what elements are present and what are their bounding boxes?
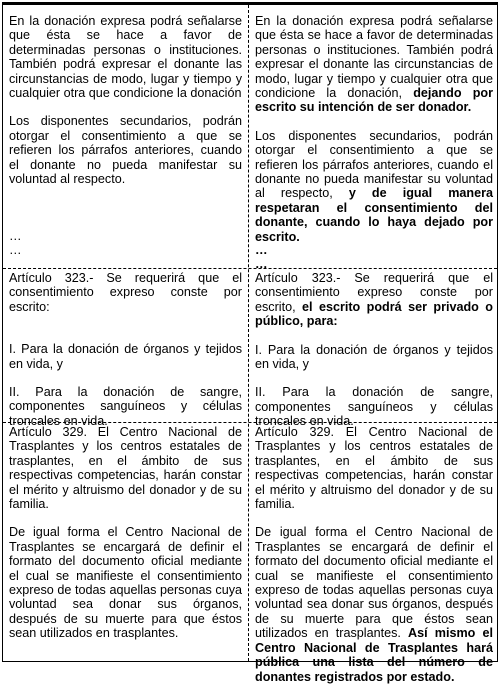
- ellipsis: …: [9, 243, 22, 258]
- row1-left-ellipsis: [9, 229, 242, 258]
- row2-left-cell: [9, 271, 242, 428]
- row3-right-cell: [255, 425, 493, 684]
- added-text: el escrito podrá ser privado o público, para:: [255, 299, 493, 329]
- row3-left-cell: [9, 425, 242, 641]
- paragraph: Artículo 329. El Centro Nacional de Trasplantes y los centros estatales de trasplantes, en el ámbito de sus respectivas competencias, harán constar el mérito y altruismo del donador y de su familia.: [255, 425, 493, 512]
- column-divider: [248, 5, 249, 661]
- paragraph: [255, 525, 493, 683]
- paragraph: En la donación expresa podrá señalarse que ésta se hace a favor de determinadas personas o instituciones. También podrá expresar el donante las circunstancias de modo, lugar y tiempo y cualquier otra que condicione la donación: [9, 14, 242, 101]
- added-text: y de igual manera respetaran el consentimiento del donante, cuando lo haya dejado por escrito.: [255, 186, 494, 244]
- paragraph: II. Para la donación de sangre, componentes sanguíneos y células troncales en vida.: [9, 385, 242, 428]
- paragraph: De igual forma el Centro Nacional de Trasplantes se encargará de definir el formato del documento oficial mediante el cual se manifieste el consentimiento expreso de todas aquellas personas cuya voluntad sea donar sus órganos, después de su muerte para que éstos sean utilizados en trasplantes.: [9, 525, 242, 641]
- ellipsis: …: [255, 257, 268, 272]
- paragraph: Artículo 329. El Centro Nacional de Trasplantes y los centros estatales de trasplantes, en el ámbito de sus respectivas competencias, harán constar el mérito y altruismo del donador y de su familia.: [9, 425, 242, 512]
- paragraph: I. Para la donación de órganos y tejidos en vida, y: [9, 342, 242, 371]
- paragraph: [255, 271, 493, 329]
- added-text: Así mismo el Centro Nacional de Trasplantes hará pública una lista del número de donantes registrados por estado.: [255, 626, 493, 684]
- ellipsis: …: [9, 229, 22, 243]
- ellipsis: …: [255, 243, 268, 257]
- paragraph: I. Para la donación de órganos y tejidos en vida, y: [255, 342, 493, 372]
- plain-text: En la donación expresa podrá señalarse que ésta se hace a favor de determinadas personas o instituciones. También podrá expresar el donante las circunstancias de modo, lugar y tiempo y cualquier otra que condicione la donación,: [255, 14, 493, 101]
- row2-right-cell: [255, 271, 493, 429]
- paragraph: Los disponentes secundarios, podrán otorgar el consentimiento a que se refieren los párrafos anteriores, cuando el donante no pueda manifestar su voluntad al respecto.: [9, 114, 242, 187]
- row1-left-cell: [9, 14, 242, 186]
- plain-text: Artículo 323.- Se requerirá que el consentimiento expreso conste por escrito,: [255, 271, 493, 314]
- plain-text: De igual forma el Centro Nacional de Trasplantes se encargará de definir el formato del documento oficial mediante el cual se manifieste el consentimiento expreso de todas aquellas personas cuya voluntad sea donar sus órganos, después de su muerte para que éstos sean utilizados en trasplantes.: [255, 525, 493, 641]
- plain-text: Los disponentes secundarios, podrán otorgar el consentimiento a que se refieren los párrafos anteriores, cuando el donante no pueda manifestar su voluntad al respecto,: [255, 128, 493, 201]
- paragraph: [255, 129, 493, 244]
- paragraph: Artículo 323.- Se requerirá que el consentimiento expreso conste por escrito:: [9, 271, 242, 314]
- paragraph: II. Para la donación de sangre, componentes sanguíneos y células troncales en vida.: [255, 385, 493, 429]
- added-text: dejando por escrito su intención de ser donador.: [255, 86, 493, 115]
- row1-right-cell: [255, 14, 493, 244]
- paragraph: [255, 14, 493, 115]
- row1-right-ellipsis: [255, 243, 493, 272]
- comparison-table: [2, 2, 498, 684]
